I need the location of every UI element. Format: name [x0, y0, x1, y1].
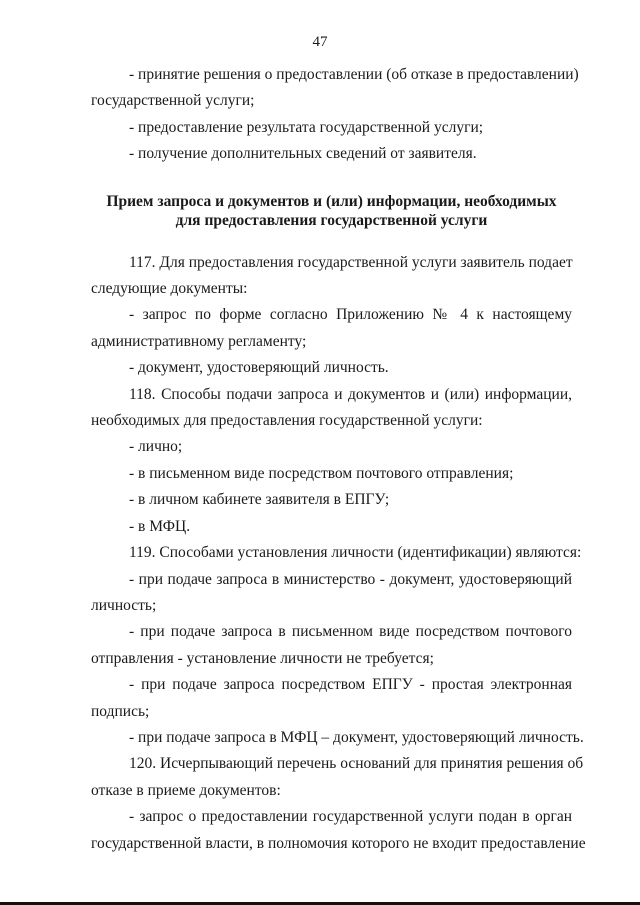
text-line: подпись;	[91, 702, 150, 720]
text-line: 120. Исчерпывающий перечень оснований для принятия решения об	[129, 755, 584, 773]
text-line: - в письменном виде посредством почтового отправления;	[129, 464, 514, 482]
text-line: - в МФЦ.	[129, 517, 191, 535]
text-line: - получение дополнительных сведений от заявителя.	[129, 145, 477, 163]
text-line: - при подаче запроса посредством ЕПГУ - простая электронная	[129, 676, 572, 694]
text-line: необходимых для предоставления государственной услуги:	[91, 412, 483, 430]
text-line: - при подаче запроса в МФЦ – документ, удостоверяющий личность.	[129, 728, 584, 746]
text-line: отправления - установление личности не требуется;	[91, 649, 434, 667]
text-line: 118. Способы подачи запроса и документов и (или) информации,	[129, 385, 572, 403]
text-line: - предоставление результата государственной услуги;	[129, 118, 484, 136]
text-line: 119. Способами установления личности (идентификации) являются:	[129, 544, 582, 562]
text-line: - при подаче запроса в министерство - документ, удостоверяющий	[129, 570, 572, 588]
section-outcomes-list	[91, 62, 579, 168]
section-heading	[91, 192, 572, 230]
text-line: следующие документы:	[91, 280, 248, 298]
section-heading-line-1: Прием запроса и документов и (или) информации, необходимых	[106, 192, 557, 210]
page-number: 47	[312, 34, 328, 50]
text-line: - лично;	[129, 438, 183, 456]
text-line: административному регламенту;	[91, 332, 307, 350]
text-line: 117. Для предоставления государственной услуги заявитель подает	[129, 253, 573, 271]
section-heading-line-2: для предоставления государственной услуги	[175, 211, 488, 229]
document-body	[91, 62, 586, 857]
text-line: - запрос по форме согласно Приложению № 4 к настоящему	[129, 306, 572, 324]
text-line: - документ, удостоверяющий личность.	[129, 359, 389, 377]
text-line: личность;	[91, 596, 157, 614]
text-line: - запрос о предоставлении государственной услуги подан в орган	[129, 808, 572, 826]
text-line: государственной услуги;	[91, 92, 255, 110]
text-line: отказе в приеме документов:	[91, 781, 281, 799]
text-line: - в личном кабинете заявителя в ЕПГУ;	[129, 491, 390, 509]
text-line: - принятие решения о предоставлении (об отказе в предоставлении)	[129, 66, 579, 83]
section-body	[91, 250, 586, 857]
text-line: - при подаче запроса в письменном виде посредством почтового	[129, 623, 572, 641]
text-line: государственной власти, в полномочия которого не входит предоставление	[91, 834, 586, 852]
